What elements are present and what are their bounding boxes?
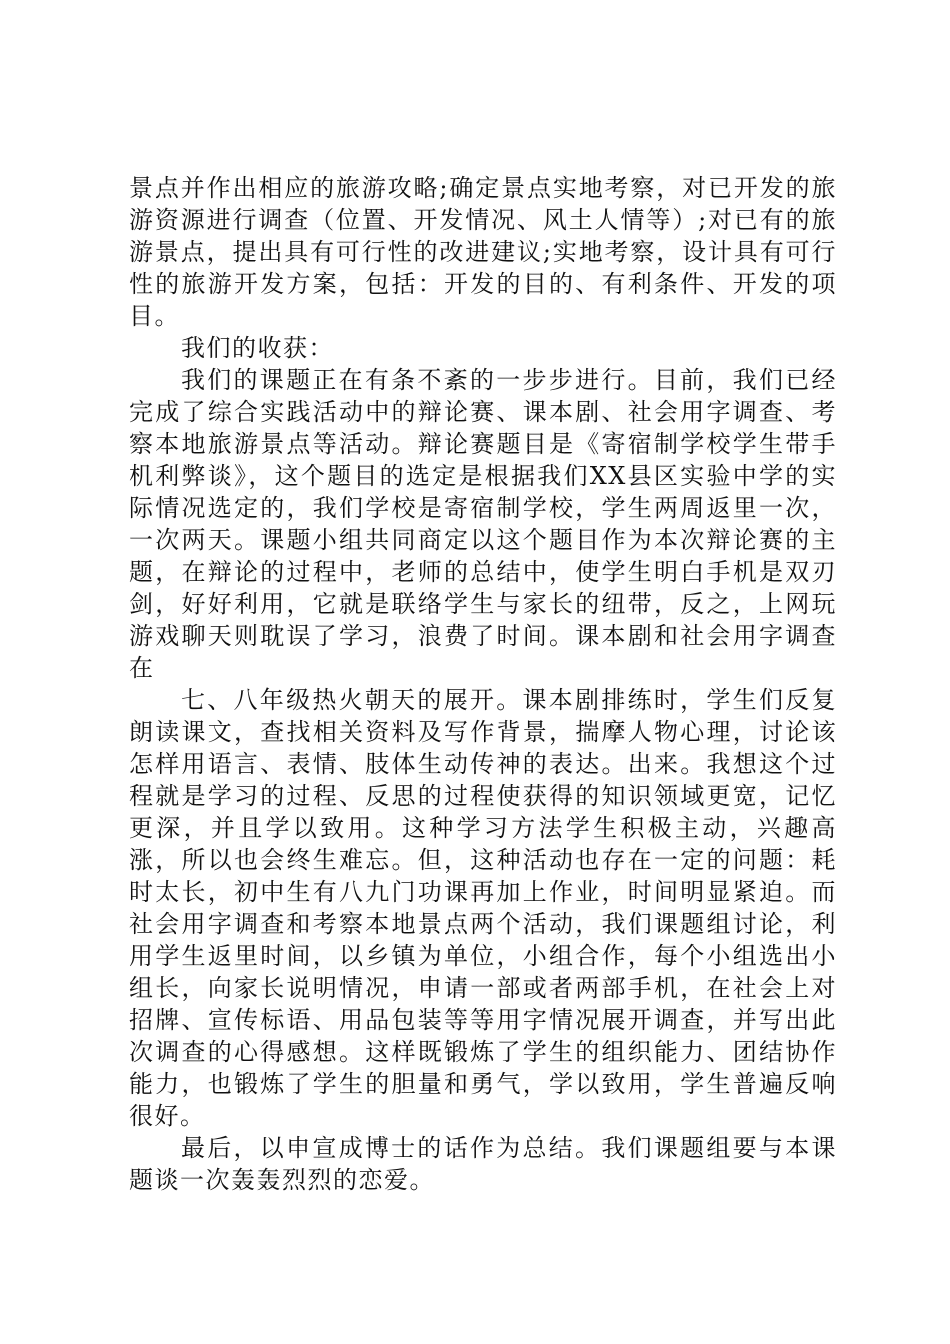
paragraph-conclusion: 最后，以申宣成博士的话作为总结。我们课题组要与本课题谈一次轰轰烈烈的恋爱。 — [129, 1134, 837, 1194]
paragraph-heading-harvest: 我们的收获： — [181, 334, 334, 362]
document-body — [129, 172, 837, 1196]
paragraph-activities: 七、八年级热火朝天的展开。课本剧排练时，学生们反复朗读课文，查找相关资料及写作背景，揣摩人物心理，讨论该怎样用语言、表情、肢体生动传神的表达。出来。我想这个过程就是学习的过程、反思的过程使获得的知识领域更宽，记忆更深，并且学以致用。这种学习方法学生积极主动，兴趣高涨，所以也会终生难忘。但，这种活动也存在一定的问题：耗时太长，初中生有八九门功课再加上作业，时间明显紧迫。而社会用字调查和考察本地景点两个活动，我们课题组讨论，利用学生返里时间，以乡镇为单位，小组合作，每个小组选出小组长，向家长说明情况，申请一部或者两部手机，在社会上对招牌、宣传标语、用品包装等等用字情况展开调查，并写出此次调查的心得感想。这样既锻炼了学生的组织能力、团结协作能力，也锻炼了学生的胆量和勇气，学以致用，学生普遍反响很好。 — [129, 686, 837, 1130]
paragraph-progress: 我们的课题正在有条不紊的一步步进行。目前，我们已经完成了综合实践活动中的辩论赛、课本剧、社会用字调查、考察本地旅游景点等活动。辩论赛题目是《寄宿制学校学生带手机利弊谈》，这个题目的选定是根据我们XX县区实验中学的实际情况选定的，我们学校是寄宿制学校，学生两周返里一次，一次两天。课题小组共同商定以这个题目作为本次辩论赛的主题，在辩论的过程中，老师的总结中，使学生明白手机是双刃剑，好好利用，它就是联络学生与家长的纽带，反之，上网玩游戏聊天则耽误了学习，浪费了时间。课本剧和社会用字调查在 — [129, 366, 837, 682]
paragraph-continued-intro: 景点并作出相应的旅游攻略;确定景点实地考察，对已开发的旅游资源进行调查（位置、开发情况、风土人情等）;对已有的旅游景点，提出具有可行性的改进建议;实地考察，设计具有可行性的旅游开发方案，包括：开发的目的、有利条件、开发的项目。 — [129, 174, 837, 330]
